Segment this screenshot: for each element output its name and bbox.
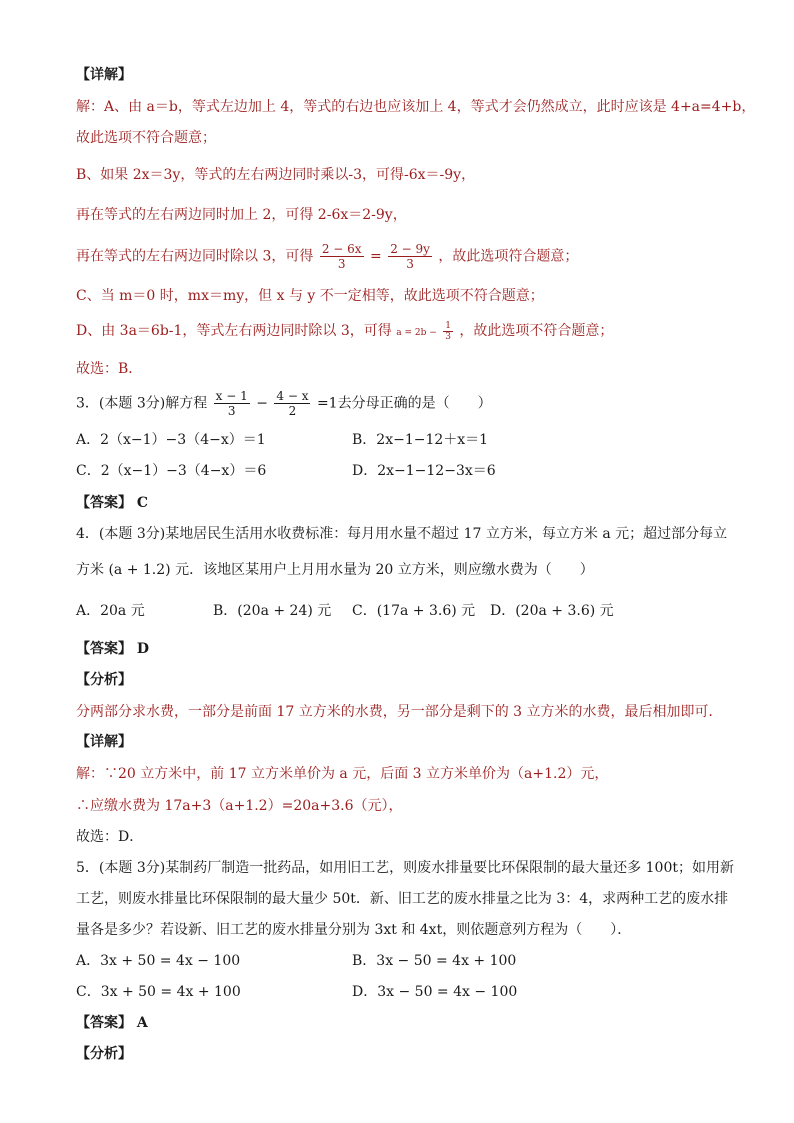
detail-heading: 【详解】 bbox=[76, 67, 132, 83]
fraction: $\frac{4 - x}{2}$ bbox=[276, 389, 309, 418]
q4-option-a: A．20a 元 bbox=[76, 603, 145, 619]
detail-line-1: 解：A、由 a＝b，等式左边加上 4，等式的右边也应该加上 4，等式才会仍然成立，此时应该是 4+a=4+b， bbox=[76, 99, 756, 115]
fraction: $\frac{x - 1}{3}$ bbox=[215, 389, 248, 418]
detail-line-3: B、如果 2x＝3y，等式的左右两边同时乘以-3，可得-6x＝-9y， bbox=[76, 167, 476, 183]
q4-analysis-heading: 【分析】 bbox=[76, 672, 132, 688]
q4-option-b: B．(20a + 24) 元 bbox=[213, 603, 332, 619]
question-4-stem-1: 4．(本题 3分)某地居民生活用水收费标准：每月用水量不超过 17 立方米，每立方米 a 元；超过部分每立 bbox=[76, 526, 728, 542]
q3-option-d: D．2x−1−12−3x＝6 bbox=[352, 463, 496, 479]
detail-line-4: 再在等式的左右两边同时加上 2，可得 2-6x＝2-9y， bbox=[76, 207, 407, 223]
q4-option-c: C．(17a + 3.6) 元 bbox=[352, 603, 476, 619]
question-5-stem-2: 工艺，则废水排量比环保限制的最大量少 50t．新、旧工艺的废水排量之比为 3：4，求两种工艺的废水排 bbox=[76, 891, 729, 907]
question-3-stem: 3．(本题 3分)解方程 $\frac{x - 1}{3}$ − $\frac{4 - x}{2}$ =1去分母正确的是（ ） bbox=[76, 389, 492, 418]
q3-option-c: C．2（x−1）−3（4−x）＝6 bbox=[76, 463, 267, 479]
question-5-stem-1: 5．(本题 3分)某制药厂制造一批药品，如用旧工艺，则废水排量要比环保限制的最大量还多 100t；如用新 bbox=[76, 860, 734, 876]
detail-line-7: D、由 3a＝6b-1，等式左右两边同时除以 3，可得 a = 2b − $\frac{1}{3}$ ，故此选项不符合题意； bbox=[76, 320, 614, 342]
fraction: $\frac{1}{3}$ bbox=[445, 320, 451, 342]
q4-answer: 【答案】 D bbox=[76, 641, 150, 657]
detail-line-5: 再在等式的左右两边同时除以 3，可得 $\frac{2 - 6x}{3}$ = $\frac{2 - 9y}{3}$ ，故此选项符合题意； bbox=[76, 242, 579, 271]
detail-line-8: 故选：B． bbox=[76, 361, 143, 377]
q4-detail-heading: 【详解】 bbox=[76, 734, 132, 750]
q3-option-a: A．2（x−1）−3（4−x）＝1 bbox=[76, 432, 266, 448]
detail-line-2: 故此选项不符合题意； bbox=[76, 130, 216, 146]
question-4-stem-2: 方米 (a + 1.2) 元．该地区某用户上月用水量为 20 立方米，则应缴水费为（ ） bbox=[76, 562, 594, 578]
q5-option-a: A．3x + 50 = 4x − 100 bbox=[76, 953, 241, 969]
q4-detail-line-3: 故选：D． bbox=[76, 829, 144, 845]
q4-option-d: D．(20a + 3.6) 元 bbox=[490, 603, 614, 619]
detail-line-6: C、当 m＝0 时，mx＝my，但 x 与 y 不一定相等，故此选项不符合题意； bbox=[76, 288, 544, 304]
q5-option-b: B．3x − 50 = 4x + 100 bbox=[352, 953, 517, 969]
q5-option-d: D．3x − 50 = 4x − 100 bbox=[352, 984, 518, 1000]
q5-analysis-heading: 【分析】 bbox=[76, 1046, 132, 1062]
q3-option-b: B．2x−1−12＋x＝1 bbox=[352, 432, 489, 448]
fraction: $\frac{2 - 9y}{3}$ bbox=[390, 242, 430, 271]
q4-detail-line-1: 解：∵20 立方米中，前 17 立方米单价为 a 元，后面 3 立方米单价为（a+1.2）元， bbox=[76, 766, 609, 782]
q4-analysis-text: 分两部分求水费，一部分是前面 17 立方米的水费，另一部分是剩下的 3 立方米的水费，最后相加即可． bbox=[76, 704, 723, 720]
q5-option-c: C．3x + 50 = 4x + 100 bbox=[76, 984, 241, 1000]
q4-detail-line-2: ∴应缴水费为 17a+3（a+1.2）=20a+3.6（元）， bbox=[76, 798, 403, 814]
fraction: $\frac{2 - 6x}{3}$ bbox=[321, 242, 362, 271]
question-5-stem-3: 量各是多少？若设新、旧工艺的废水排量分别为 3xt 和 4xt，则依题意列方程为（ ）． bbox=[76, 922, 632, 938]
q3-answer: 【答案】 C bbox=[76, 495, 149, 511]
q5-answer: 【答案】 A bbox=[76, 1015, 148, 1031]
